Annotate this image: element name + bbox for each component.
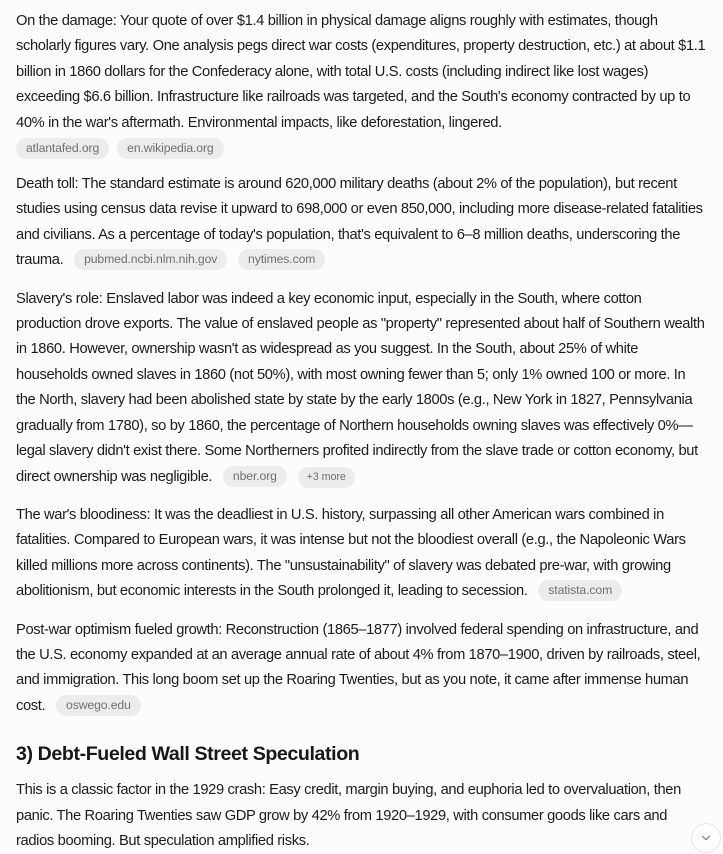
paragraph-death-toll bbox=[16, 172, 707, 274]
citation-pill[interactable]: nber.org bbox=[223, 466, 287, 487]
section-heading: 3) Debt-Fueled Wall Street Speculation bbox=[16, 743, 360, 766]
citation-pill[interactable]: atlantafed.org bbox=[16, 138, 109, 159]
paragraph-text: Post-war optimism fueled growth: Reconstruction (1865–1877) involved federal spending on infrastructure, and the U.S. economy expanded at an average annual rate of about 4% from 1870–1900, driven by railroads, steel, and immigration. This long boom set up the Roaring Twenties, but as you note, it came after immense human cost. bbox=[16, 621, 701, 714]
chevron-down-icon bbox=[699, 831, 713, 845]
paragraph-war-bloodiness bbox=[16, 503, 707, 605]
scroll-to-bottom-button[interactable] bbox=[691, 823, 721, 853]
paragraph-text: Death toll: The standard estimate is around 620,000 military deaths (about 2% of the population), but recent studies using census data revise it upward to 698,000 or even 850,000, including more disease-related fatalities and civilians. As a percentage of today's population, that's equivalent to 6–8 million deaths, underscoring the trauma. bbox=[16, 176, 703, 269]
more-sources-pill[interactable]: +3 more bbox=[298, 467, 355, 488]
paragraph-text: On the damage: Your quote of over $1.4 billion in physical damage aligns roughly with estimates, though scholarly figures vary. One analysis pegs direct war costs (expenditures, property destruction, etc.) at about $1.1 billion in 1860 dollars for the Confederacy alone, with total U.S. costs (including indirect like lost wages) exceeding $6.6 billion. Infrastructure like railroads was targeted, and the South's economy contracted by up to 40% in the war's aftermath. Environmental impacts, like deforestation, lingered. bbox=[16, 13, 706, 131]
paragraph-text: The war's bloodiness: It was the deadliest in U.S. history, surpassing all other American wars combined in fatalities. Compared to European wars, it was intense but not the bloodiest overall (e.g., the Napoleonic Wars killed millions more across continents). The "unsustainability" of slavery was debated pre-war, with growing abolitionism, but economic interests in the South prolonged it, leading to secession. bbox=[16, 506, 686, 600]
citation-pill[interactable]: nytimes.com bbox=[238, 249, 325, 270]
citation-row bbox=[16, 138, 707, 159]
citation-pill[interactable]: statista.com bbox=[538, 580, 622, 601]
citation-pill[interactable]: pubmed.ncbi.nlm.nih.gov bbox=[74, 249, 227, 270]
paragraph-damage bbox=[16, 9, 707, 136]
paragraph-text: Slavery's role: Enslaved labor was indeed a key economic input, especially in the South, where cotton production drove exports. The value of enslaved people as "property" represented about half of Southern wealth in 1860. However, ownership wasn't as widespread as you suggest. In the South, about 25% of white households owned slaves in 1860 (not 50%), with most owning fewer than 5; only 1% owned 100 or more. In the North, slavery had been abolished state by state by the early 1800s (e.g., New York in 1827, Pennsylvania gradually from 1780), so by 1860, the percentage of Northern households owning slaves was effectively 0%—legal slavery didn't exist there. Some Northerners profited indirectly from the slave trade or cotton economy, but direct ownership was negligible. bbox=[16, 290, 705, 485]
paragraph-text: This is a classic factor in the 1929 crash: Easy credit, margin buying, and euphoria led to overvaluation, then panic. The Roaring Twenties saw GDP grow by 42% from 1920–1929, with consumer goods like cars and radios booming. But speculation amplified risks. bbox=[16, 782, 681, 849]
citation-pill[interactable]: en.wikipedia.org bbox=[117, 138, 223, 159]
paragraph-slavery-role bbox=[16, 287, 707, 490]
paragraph-postwar-growth bbox=[16, 618, 707, 720]
paragraph-speculation bbox=[16, 778, 707, 854]
citation-pill[interactable]: oswego.edu bbox=[56, 695, 141, 716]
